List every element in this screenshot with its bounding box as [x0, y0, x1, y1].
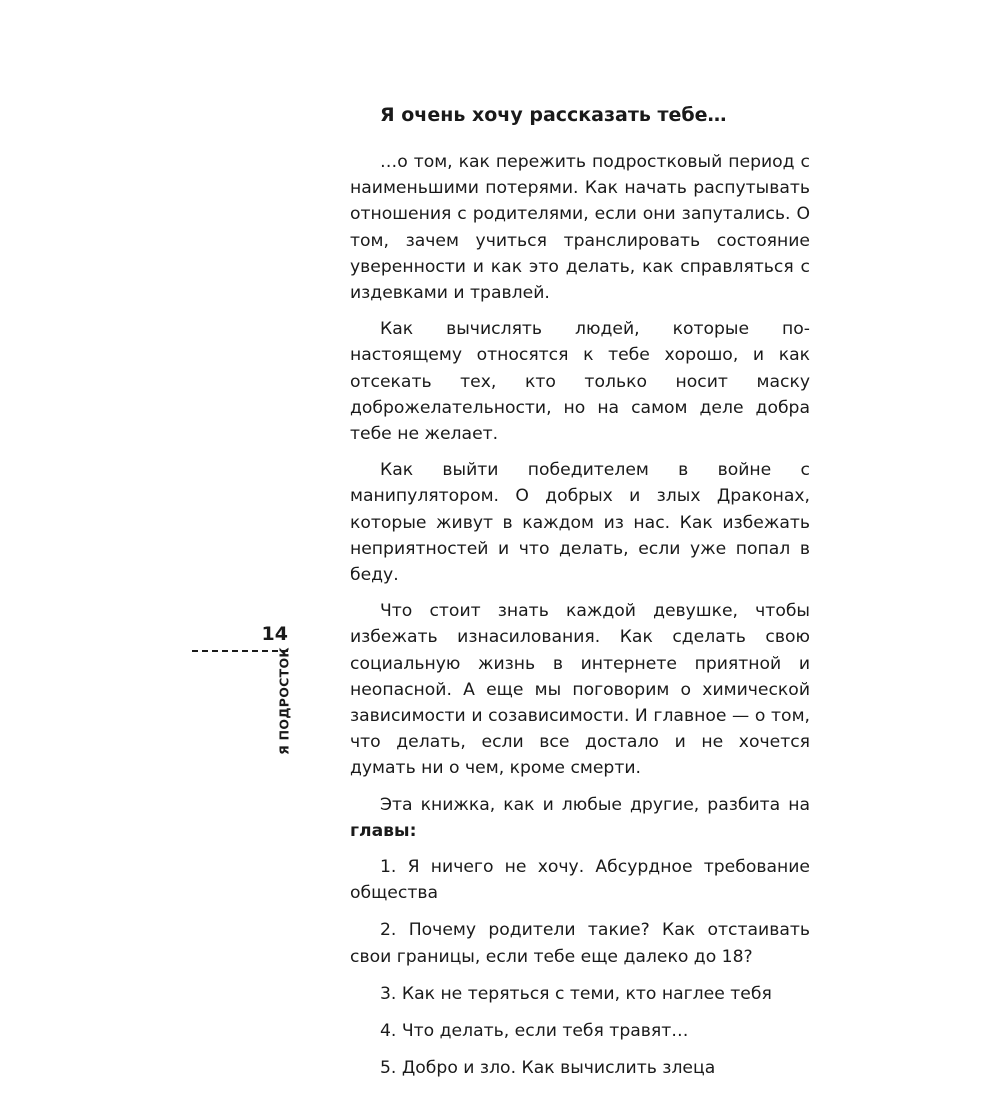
chapter-item: 3. Как не теряться с теми, кто наглее тебя: [380, 983, 772, 1004]
page-number: 14: [261, 623, 288, 645]
chapters-intro-emphasis: главы:: [350, 820, 417, 841]
chapter-item: 1. Я ничего не хочу. Абсурдное требование общества: [350, 857, 810, 904]
running-head: [274, 647, 294, 755]
body-text: [350, 149, 810, 1093]
paragraph: Как выйти победителем в войне с манипулятором. О добрых и злых Драконах, которые живут в каждом из нас. Как избежать неприятностей и что делать, если уже попал в беду.: [350, 460, 810, 586]
paragraph: Что стоит знать каждой девушке, чтобы избежать изнасилования. Как сделать свою социальную жизнь в интернете приятной и неопасной. А еще мы поговорим о химической зависимости и созависимости. И главное — о том, что делать, если все достало и не хочется думать ни о чем, кроме смерти.: [350, 601, 810, 779]
paragraph: …о том, как пережить подростковый период с наименьшими потерями. Как начать распутывать отношения с родителями, если они запутались. О том, зачем учиться транслировать состояние уверенности и как это делать, как справляться с издевками и травлей.: [350, 152, 810, 304]
dashed-divider: [192, 650, 288, 652]
section-title: Я очень хочу рассказать тебе…: [380, 104, 727, 126]
chapter-item: 2. Почему родители такие? Как отстаивать свои границы, если тебе еще далеко до 18?: [350, 920, 810, 967]
running-head-label: Я ПОДРОСТОК: [276, 647, 292, 755]
chapter-item: 5. Добро и зло. Как вычислить злеца: [380, 1058, 716, 1079]
chapter-item: 4. Что делать, если тебя травят…: [380, 1021, 689, 1042]
chapters-intro-text: Эта книжка, как и любые другие, разбита на: [380, 794, 810, 815]
chapters-intro: [350, 792, 810, 844]
paragraph: Как вычислять людей, которые по-настоящему относятся к тебе хорошо, и как отсекать тех, кто только носит маску доброжелательности, но на самом деле добра тебе не желает.: [350, 319, 810, 445]
